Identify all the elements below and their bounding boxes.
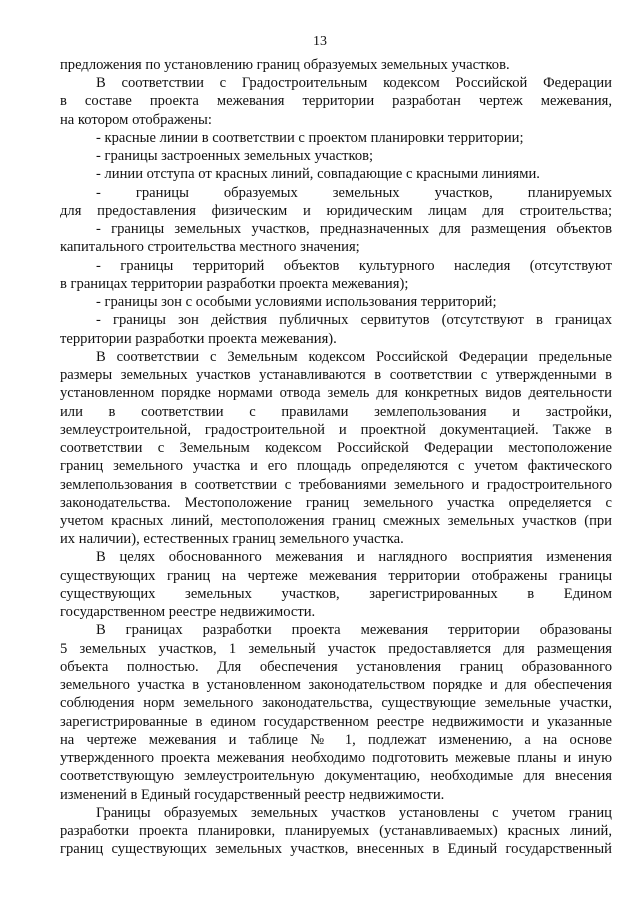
text-line: границ существующих земельных участков, внесенных в Единый государственный — [60, 841, 612, 858]
text-line: границ земельного участка и его площадь определяются с учетом фактического — [60, 458, 612, 475]
text-line: предложения по установлению границ образуемых земельных участков. — [60, 57, 510, 73]
text-line: на чертеже межевания и таблице № 1, подлежат изменению, а на основе — [60, 731, 612, 748]
text-line: учетом красных линий, местоположения границ смежных земельных участков (при — [60, 513, 612, 529]
text-line: их наличии), естественных границ земельного участка. — [60, 531, 404, 548]
text-line: для предоставления физическим и юридическим лицам для строительства; — [60, 202, 612, 219]
text-line: на котором отображены: — [60, 111, 212, 128]
text-line: утвержденного проекта межевания необходимо подготовить межевые планы и иную — [60, 750, 612, 767]
text-line: - границы зон с особыми условиями использования территорий; — [96, 294, 497, 311]
text-line: территории разработки проекта межевания). — [60, 330, 337, 347]
text-line: земельного участка в установленном законодательством порядке и для обеспечения — [60, 677, 612, 694]
text-line: соответствующую землеустроительную документацию, необходимые для внесения — [60, 768, 612, 785]
text-line: - границы застроенных земельных участков; — [96, 148, 374, 165]
text-line: размеры земельных участков устанавливаются в соответствии с утвержденными в — [60, 367, 612, 384]
text-line: изменений в Единый государственный реестр недвижимости. — [60, 786, 445, 803]
text-line: в составе проекта межевания территории разработан чертеж межевания, — [60, 93, 612, 110]
text-line: 5 земельных участков, 1 земельный участок предоставляется для размещения — [60, 640, 612, 657]
text-line: зарегистрированные в едином государственном реестре недвижимости и указанные — [60, 713, 612, 730]
text-line: В границах разработки проекта межевания территории образованы — [96, 622, 612, 639]
text-line: разработки проекта планировки, планируемых (устанавливаемых) красных линий, — [60, 823, 612, 840]
text-line: - границы территорий объектов культурного наследия (отсутствуют — [96, 257, 612, 274]
text-line: - границы зон действия публичных сервитутов (отсутствуют в границах — [96, 312, 612, 329]
text-line: - красные линии в соответствии с проектом планировки территории; — [96, 129, 524, 146]
text-line: в границах территории разработки проекта межевания); — [60, 275, 409, 292]
text-line: или в соответствии с правилами землепользования и застройки, — [60, 403, 612, 420]
text-line: землепользования в соответствии с требованиями земельного и градостроительного — [60, 476, 612, 493]
text-line: существующих границ на чертеже межевания территории отображены границы — [60, 567, 612, 584]
text-line: В целях обоснованного межевания и наглядного восприятия изменения — [96, 549, 612, 566]
text-line: законодательства. Местоположение границ земельного участка определяется с — [60, 494, 612, 511]
text-line: объекта полностью. Для обеспечения установления границ образованного — [60, 658, 612, 675]
text-line: - линии отступа от красных линий, совпадающие с красными линиями. — [96, 166, 540, 183]
text-line: существующих земельных участков, зарегистрированных в Едином — [60, 585, 612, 602]
text-line: - границы образуемых земельных участков, планируемых — [96, 184, 612, 201]
text-line: В соответствии с Градостроительным кодексом Российской Федерации — [96, 75, 612, 92]
page-number: 13 — [313, 34, 327, 49]
text-line: капитального строительства местного значения; — [60, 239, 360, 256]
text-line: В соответствии с Земельным кодексом Российской Федерации предельные — [96, 348, 612, 365]
text-line: - границы земельных участков, предназначенных для размещения объектов — [96, 221, 612, 238]
text-line: землеустроительной, градостроительной и проектной документацией. Также в — [60, 421, 612, 438]
text-line: соответствии с Земельным кодексом Российской Федерации местоположение — [60, 440, 612, 457]
text-line: соблюдения норм земельного законодательства, существующие земельные участки, — [60, 695, 612, 712]
text-line: государственном реестре недвижимости. — [60, 604, 316, 621]
text-line: установленном порядке нормами отвода земель для конкретных видов деятельности — [60, 385, 612, 402]
text-line: Границы образуемых земельных участков установлены с учетом границ — [96, 804, 612, 821]
